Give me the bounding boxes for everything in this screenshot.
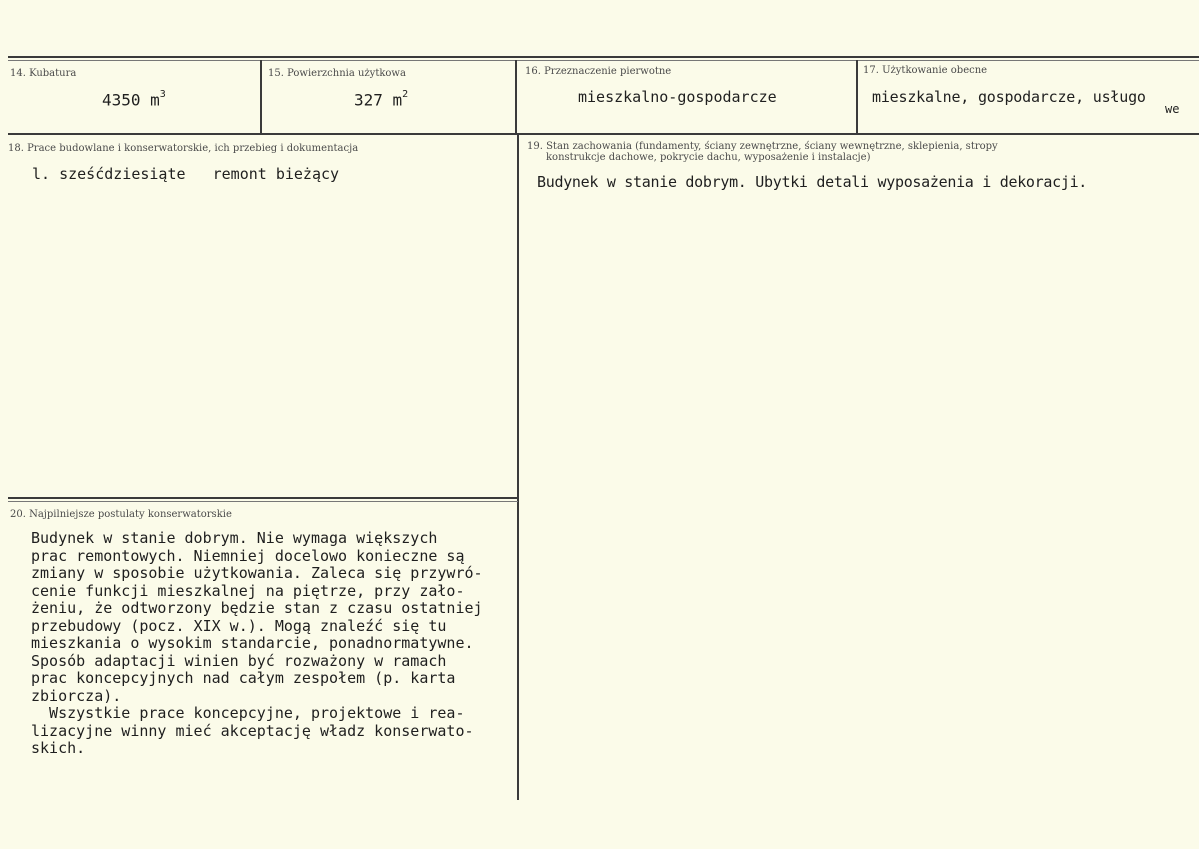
- field-20-line: lizacyjne winny mieć akceptację władz konserwato-: [31, 721, 474, 740]
- field-17-value: mieszkalne, gospodarcze, usługo: [872, 88, 1146, 106]
- field-20-line: Wszystkie prace koncepcyjne, projektowe i rea-: [31, 704, 465, 722]
- field-15-value: 327 $m^2$: [354, 89, 409, 110]
- field-18-value: l. sześćdziesiąte remont bieżący: [32, 165, 340, 183]
- field-19-label-line1: 19. Stan zachowania (fundamenty, ściany zewnętrzne, ściany wewnętrzne, sklepienia, stropy: [527, 141, 998, 152]
- divider-16-17: [856, 60, 858, 134]
- field-15-label: 15. Powierzchnia użytkowa: [268, 68, 406, 79]
- field-19-value: Budynek w stanie dobrym. Ubytki detali wyposażenia i dekoracji.: [537, 173, 1088, 191]
- field-17-overflow: we: [1165, 102, 1180, 116]
- field-18-label: 18. Prace budowlane i konserwatorskie, ich przebieg i dokumentacja: [8, 143, 359, 154]
- divider-main: [517, 134, 519, 800]
- field-20-line: skich.: [31, 739, 86, 757]
- top-border-inner: [8, 60, 1199, 61]
- field-20-line: cenie funkcji mieszkalnej na piętrze, przy zało-: [31, 581, 465, 600]
- field-20-label: 20. Najpilniejsze postulaty konserwatorskie: [10, 509, 232, 520]
- field-14-value: 4350 $m^3$: [102, 89, 166, 110]
- field-20-line: zbiorcza).: [31, 686, 122, 705]
- section-18-20-border: [8, 497, 518, 499]
- field-20-line: żeniu, że odtworzony będzie stan z czasu ostatniej: [31, 599, 483, 617]
- field-20-line: prac koncepcyjnych nad całym zespołem (p. karta: [31, 669, 456, 687]
- field-20-line: Budynek w stanie dobrym. Nie wymaga większych: [31, 529, 438, 547]
- section-18-20-border-inner: [8, 501, 518, 502]
- divider-14-15: [260, 60, 262, 134]
- field-14-label: 14. Kubatura: [10, 68, 77, 79]
- field-19-label-line2: konstrukcje dachowe, pokrycie dachu, wyposażenie i instalacje): [546, 152, 871, 163]
- field-20-line: przebudowy (pocz. XIX w.). Mogą znaleźć się tu: [31, 616, 447, 635]
- field-16-label: 16. Przeznaczenie pierwotne: [525, 66, 672, 77]
- field-20-line: zmiany w sposobie użytkowania. Zaleca się przywró-: [31, 564, 483, 582]
- field-16-value: mieszkalno-gospodarcze: [578, 88, 777, 106]
- field-20-line: mieszkania o wysokim standarcie, ponadnormatywne.: [31, 634, 474, 652]
- field-20-line: prac remontowych. Niemniej docelowo konieczne są: [31, 546, 465, 565]
- top-border: [8, 56, 1199, 58]
- divider-15-16: [515, 60, 517, 134]
- field-20-line: Sposób adaptacji winien być rozważony w ramach: [31, 651, 447, 670]
- field-17-label: 17. Użytkowanie obecne: [863, 65, 988, 76]
- row1-bottom-border: [8, 133, 1199, 135]
